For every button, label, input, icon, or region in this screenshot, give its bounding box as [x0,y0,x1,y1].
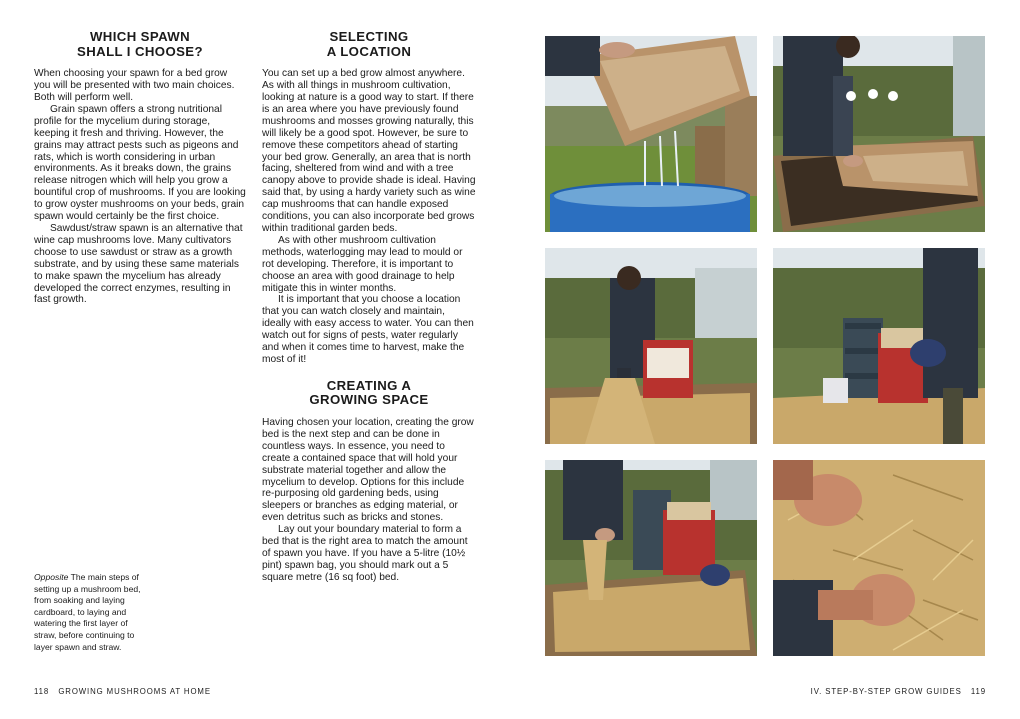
caption-lead: Opposite [34,572,69,582]
paragraph: Having chosen your location, creating the grow bed is the next step and can be done in countless ways. In essence, you need to create a contained space that will hold your substrate material together and allow the mycelium to develop. Options for this include re-purposing old gardening beds, using sleepers or branches as edging material, or even detritus such as bricks and stones. [262,417,474,524]
heading-which-spawn: WHICH SPAWN SHALL I CHOOSE? [77,29,203,59]
photo-spreading-spawn [545,460,757,656]
paragraph: Sawdust/straw spawn is an alternative that wine cap mushrooms love. Many cultivators choose to use sawdust or straw as a growth substrate, and by using these same materials to make spawn the mycelium has already developed the correct enzymes, resulting in fast growth. [34,222,243,306]
column-which-spawn [34,30,246,306]
photo-watering-straw [773,248,985,444]
photo-caption [34,572,142,653]
photo-hands-layering [773,460,985,656]
heading-growing-space: CREATING A GROWING SPACE [309,377,429,408]
photo-laying-cardboard [773,36,985,232]
heading-selecting-location: SELECTING A LOCATION [326,29,412,59]
paragraph: Grain spawn offers a strong nutritional profile for the mycelium during storage, keeping it fresh and thriving. However, the grains may attract pests such as pigeons and rats, which is worth considering in urban environments. As it breaks down, the grains release nitrogen which will help you grow a bountiful crop of mushrooms. If you are looking to grow oyster mushrooms on your beds, grain spawn would certainly be the first choice. [34,103,246,223]
paragraph: Lay out your boundary material to form a bed that is the right area to match the amount of spawn you have. If you have a 5-litre (10½ pint) spawn bag, you should mark out a 5 square metre (16 sq foot) bed. [262,524,468,583]
photo-soaking-cardboard [545,36,757,232]
paragraph: As with other mushroom cultivation methods, waterlogging may lead to mould or rot developing. Therefore, it is important to choose an area with good drainage to help mitigate this in winter months. [262,234,463,294]
paragraph: It is important that you choose a location that you can watch closely and maintain, ideally with easy access to water. You can then watch out for signs of pests, water regularly and when it comes time to harvest, make the most of it! [262,294,474,365]
folio-right: IV. STEP-BY-STEP GROW GUIDES 119 [810,687,986,696]
column-location [262,30,476,584]
paragraph: When choosing your spawn for a bed grow you will be presented with two main choices. Both will perform well. [34,68,235,103]
paragraph: You can set up a bed grow almost anywhere. As with all things in mushroom cultivation, looking at nature is a good way to start. If there is an area where you have previously found mushrooms and mosses growing naturally, this will likely be a good spot. However, be sure to remove these competitors ahead of starting your bed grow. Generally, an area that is north facing, sheltered from wind and with a tree canopy above to provide shade is ideal. Having said that, by using a hardy variety such as wine cap mushrooms that can handle exposed conditions, you can also incorporate bed grows within traditional garden beds. [262,68,476,234]
photo-laying-straw [545,248,757,444]
caption-text: The main steps of setting up a mushroom bed, from soaking and laying cardboard, to laying and watering the first layer of straw, before continuing to layer spawn and straw. [34,572,141,652]
folio-left: 118 GROWING MUSHROOMS AT HOME [34,687,211,696]
